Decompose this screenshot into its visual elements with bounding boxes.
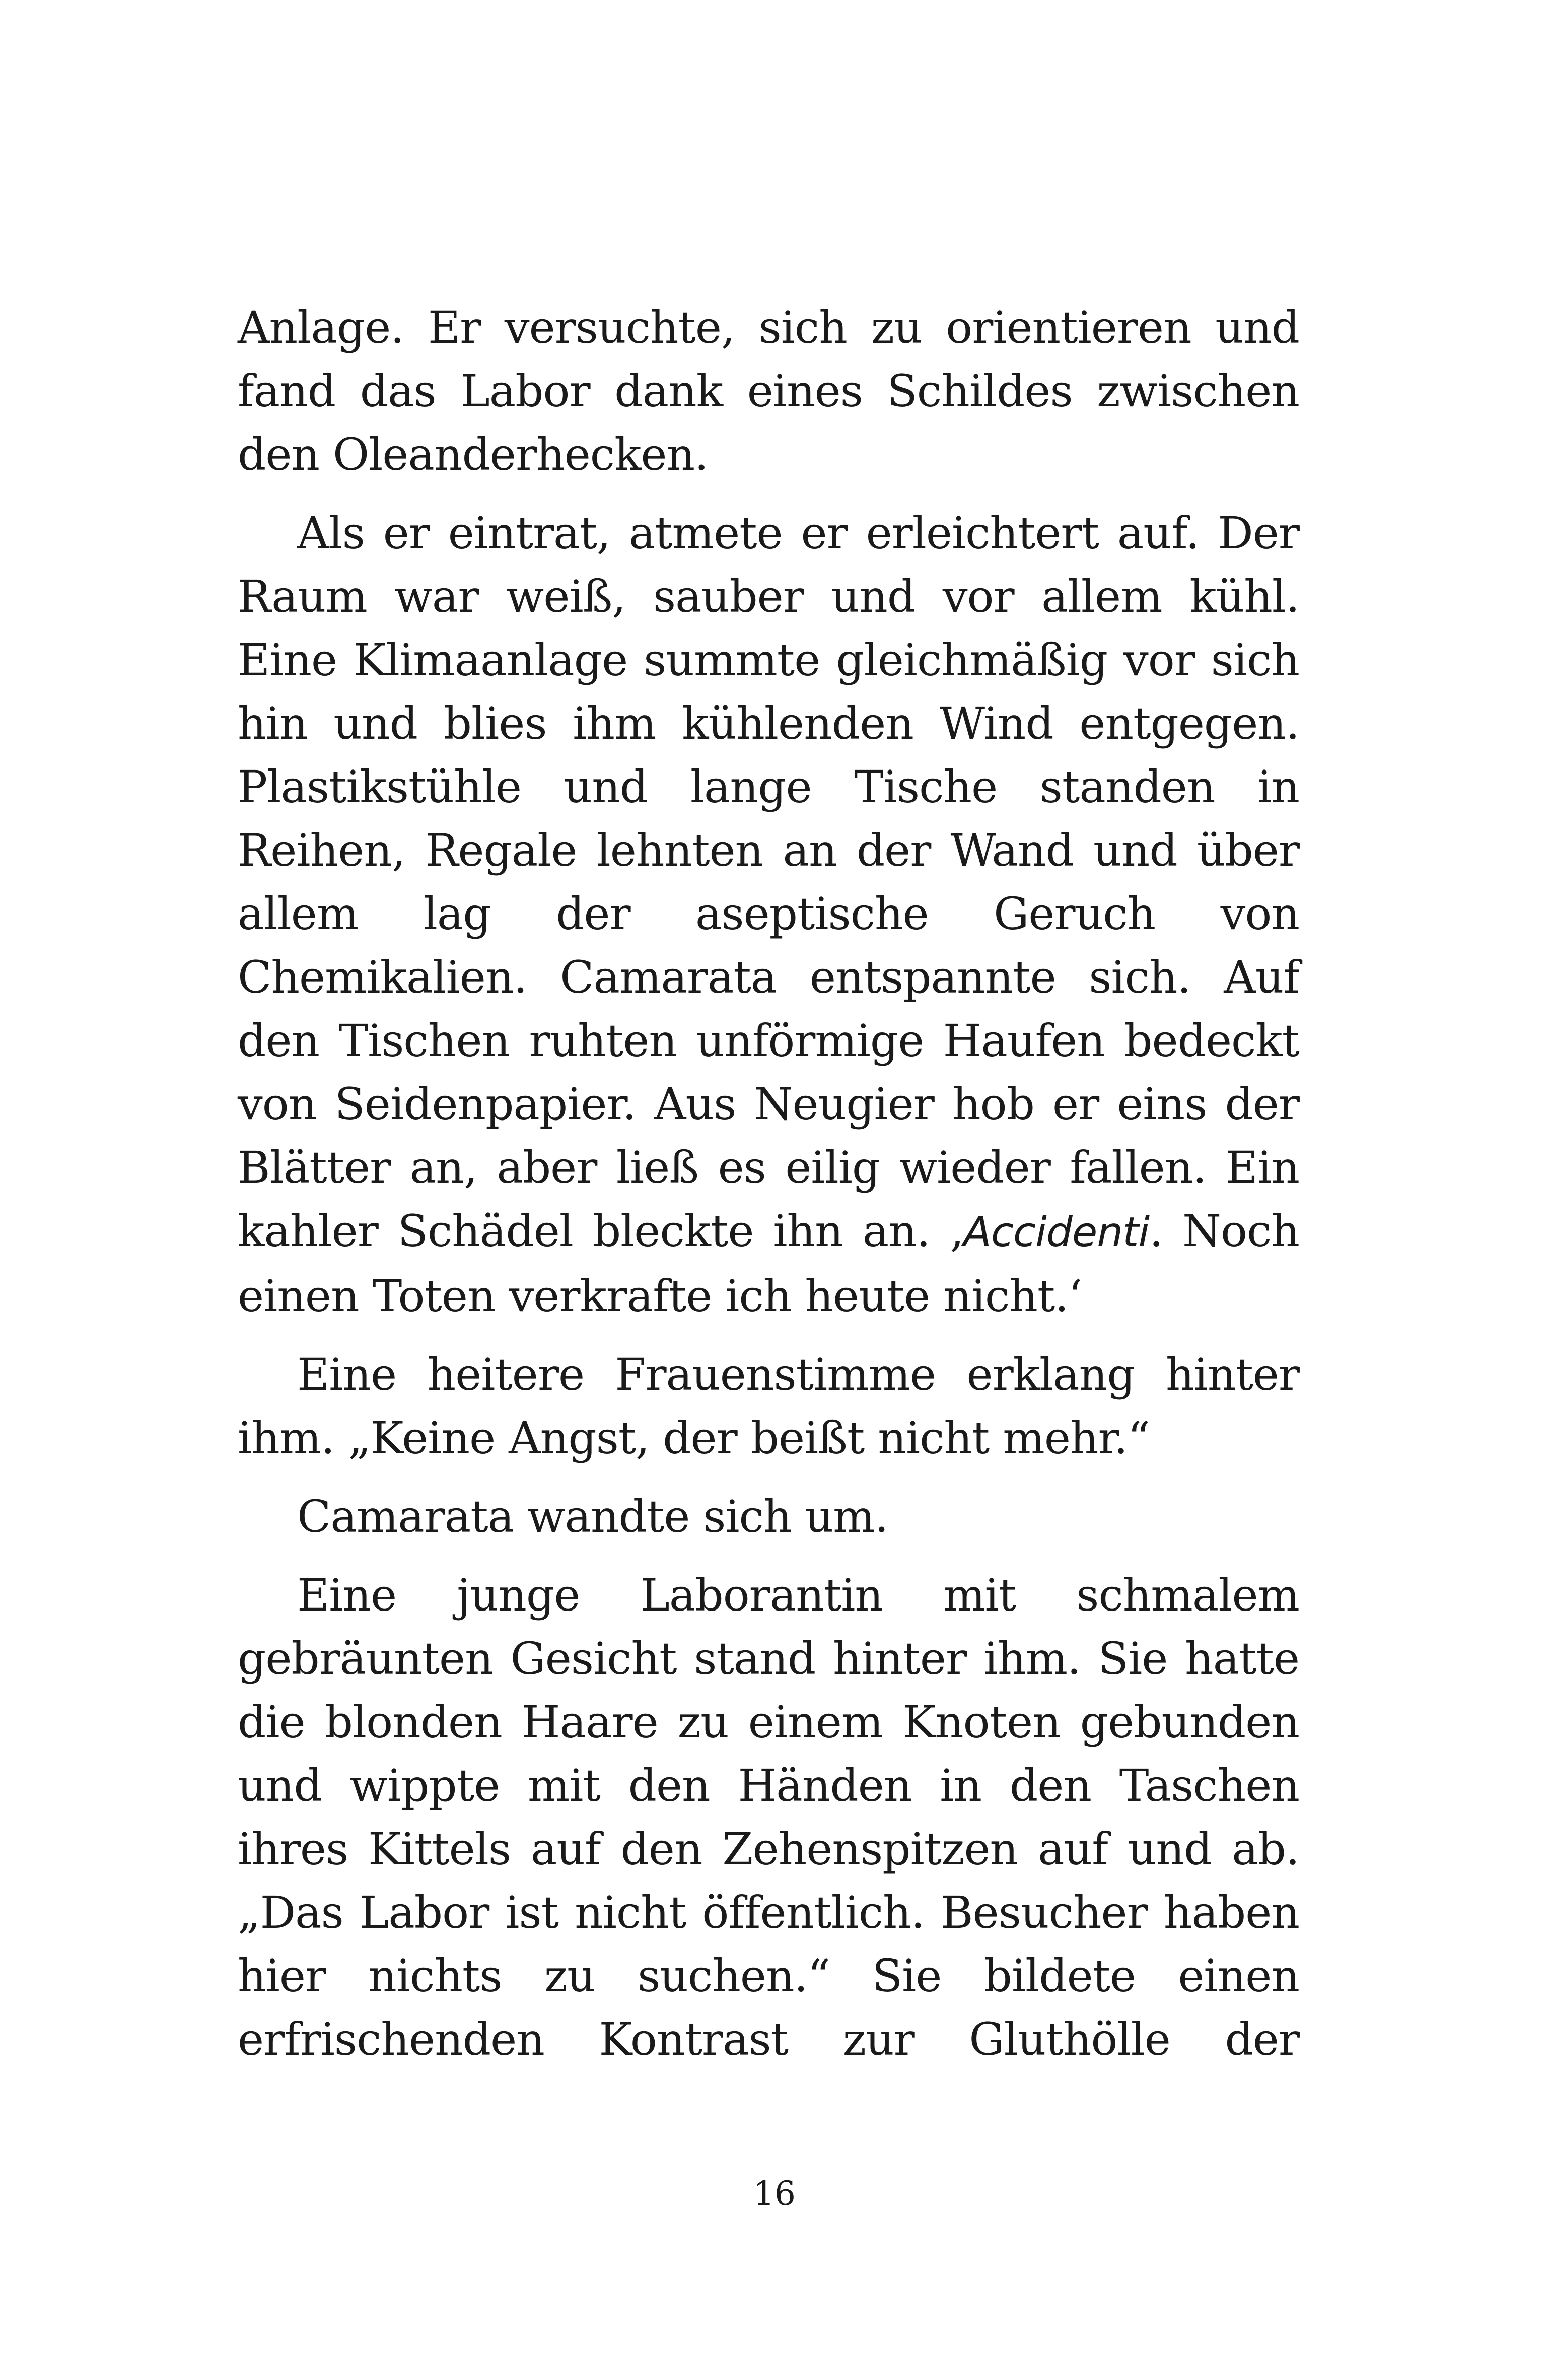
paragraph-2 xyxy=(238,502,1299,1328)
paragraph-2-text: Als er eintrat, atmete er erleichtert auf. Der Raum war weiß, sauber und vor allem kühl. Eine Klimaanlage summte gleichmäßig vor sich hin und blies ihm kühlenden Wind entgegen. Plastikstühle und lange Tische standen in Reihen, Regale lehnten an der Wand und über allem lag der aseptische Geruch von Chemikalien. Camarata entspannte sich. Auf den Tischen ruhten unförmige Haufen bedeckt von Seidenpapier. Aus Neugier hob er eins der Blätter an, aber ließ es eilig wieder fallen. Ein kahler Schädel bleckte ihn an. ‚ xyxy=(238,507,1299,1257)
italic-word: Accidenti xyxy=(963,1209,1150,1256)
paragraph-5: Eine junge Laborantin mit schmalem gebräunten Gesicht stand hinter ihm. Sie hatte die blonden Haare zu einem Knoten gebunden und wippte mit den Händen in den Taschen ihres Kittels auf den Zehenspitzen auf und ab. „Das Labor ist nicht öffentlich. Besucher haben hier nichts zu suchen.“ Sie bildete einen erfrischenden Kontrast zur Gluthölle der xyxy=(238,1569,1299,2065)
page-body xyxy=(238,296,1299,2071)
paragraph-3: Eine heitere Frauenstimme erklang hinter ihm. „Keine Angst, der beißt nicht mehr.“ xyxy=(238,1349,1299,1464)
page-number: 16 xyxy=(753,2174,796,2213)
paragraph-2-tail: . Noch einen Toten verkrafte ich heute nicht.‘ xyxy=(238,1205,1299,1322)
paragraph-1: Anlage. Er versuchte, sich zu orientieren und fand das Labor dank eines Schildes zwischen den Oleanderhecken. xyxy=(238,302,1299,480)
paragraph-4: Camarata wandte sich um. xyxy=(297,1491,888,1543)
